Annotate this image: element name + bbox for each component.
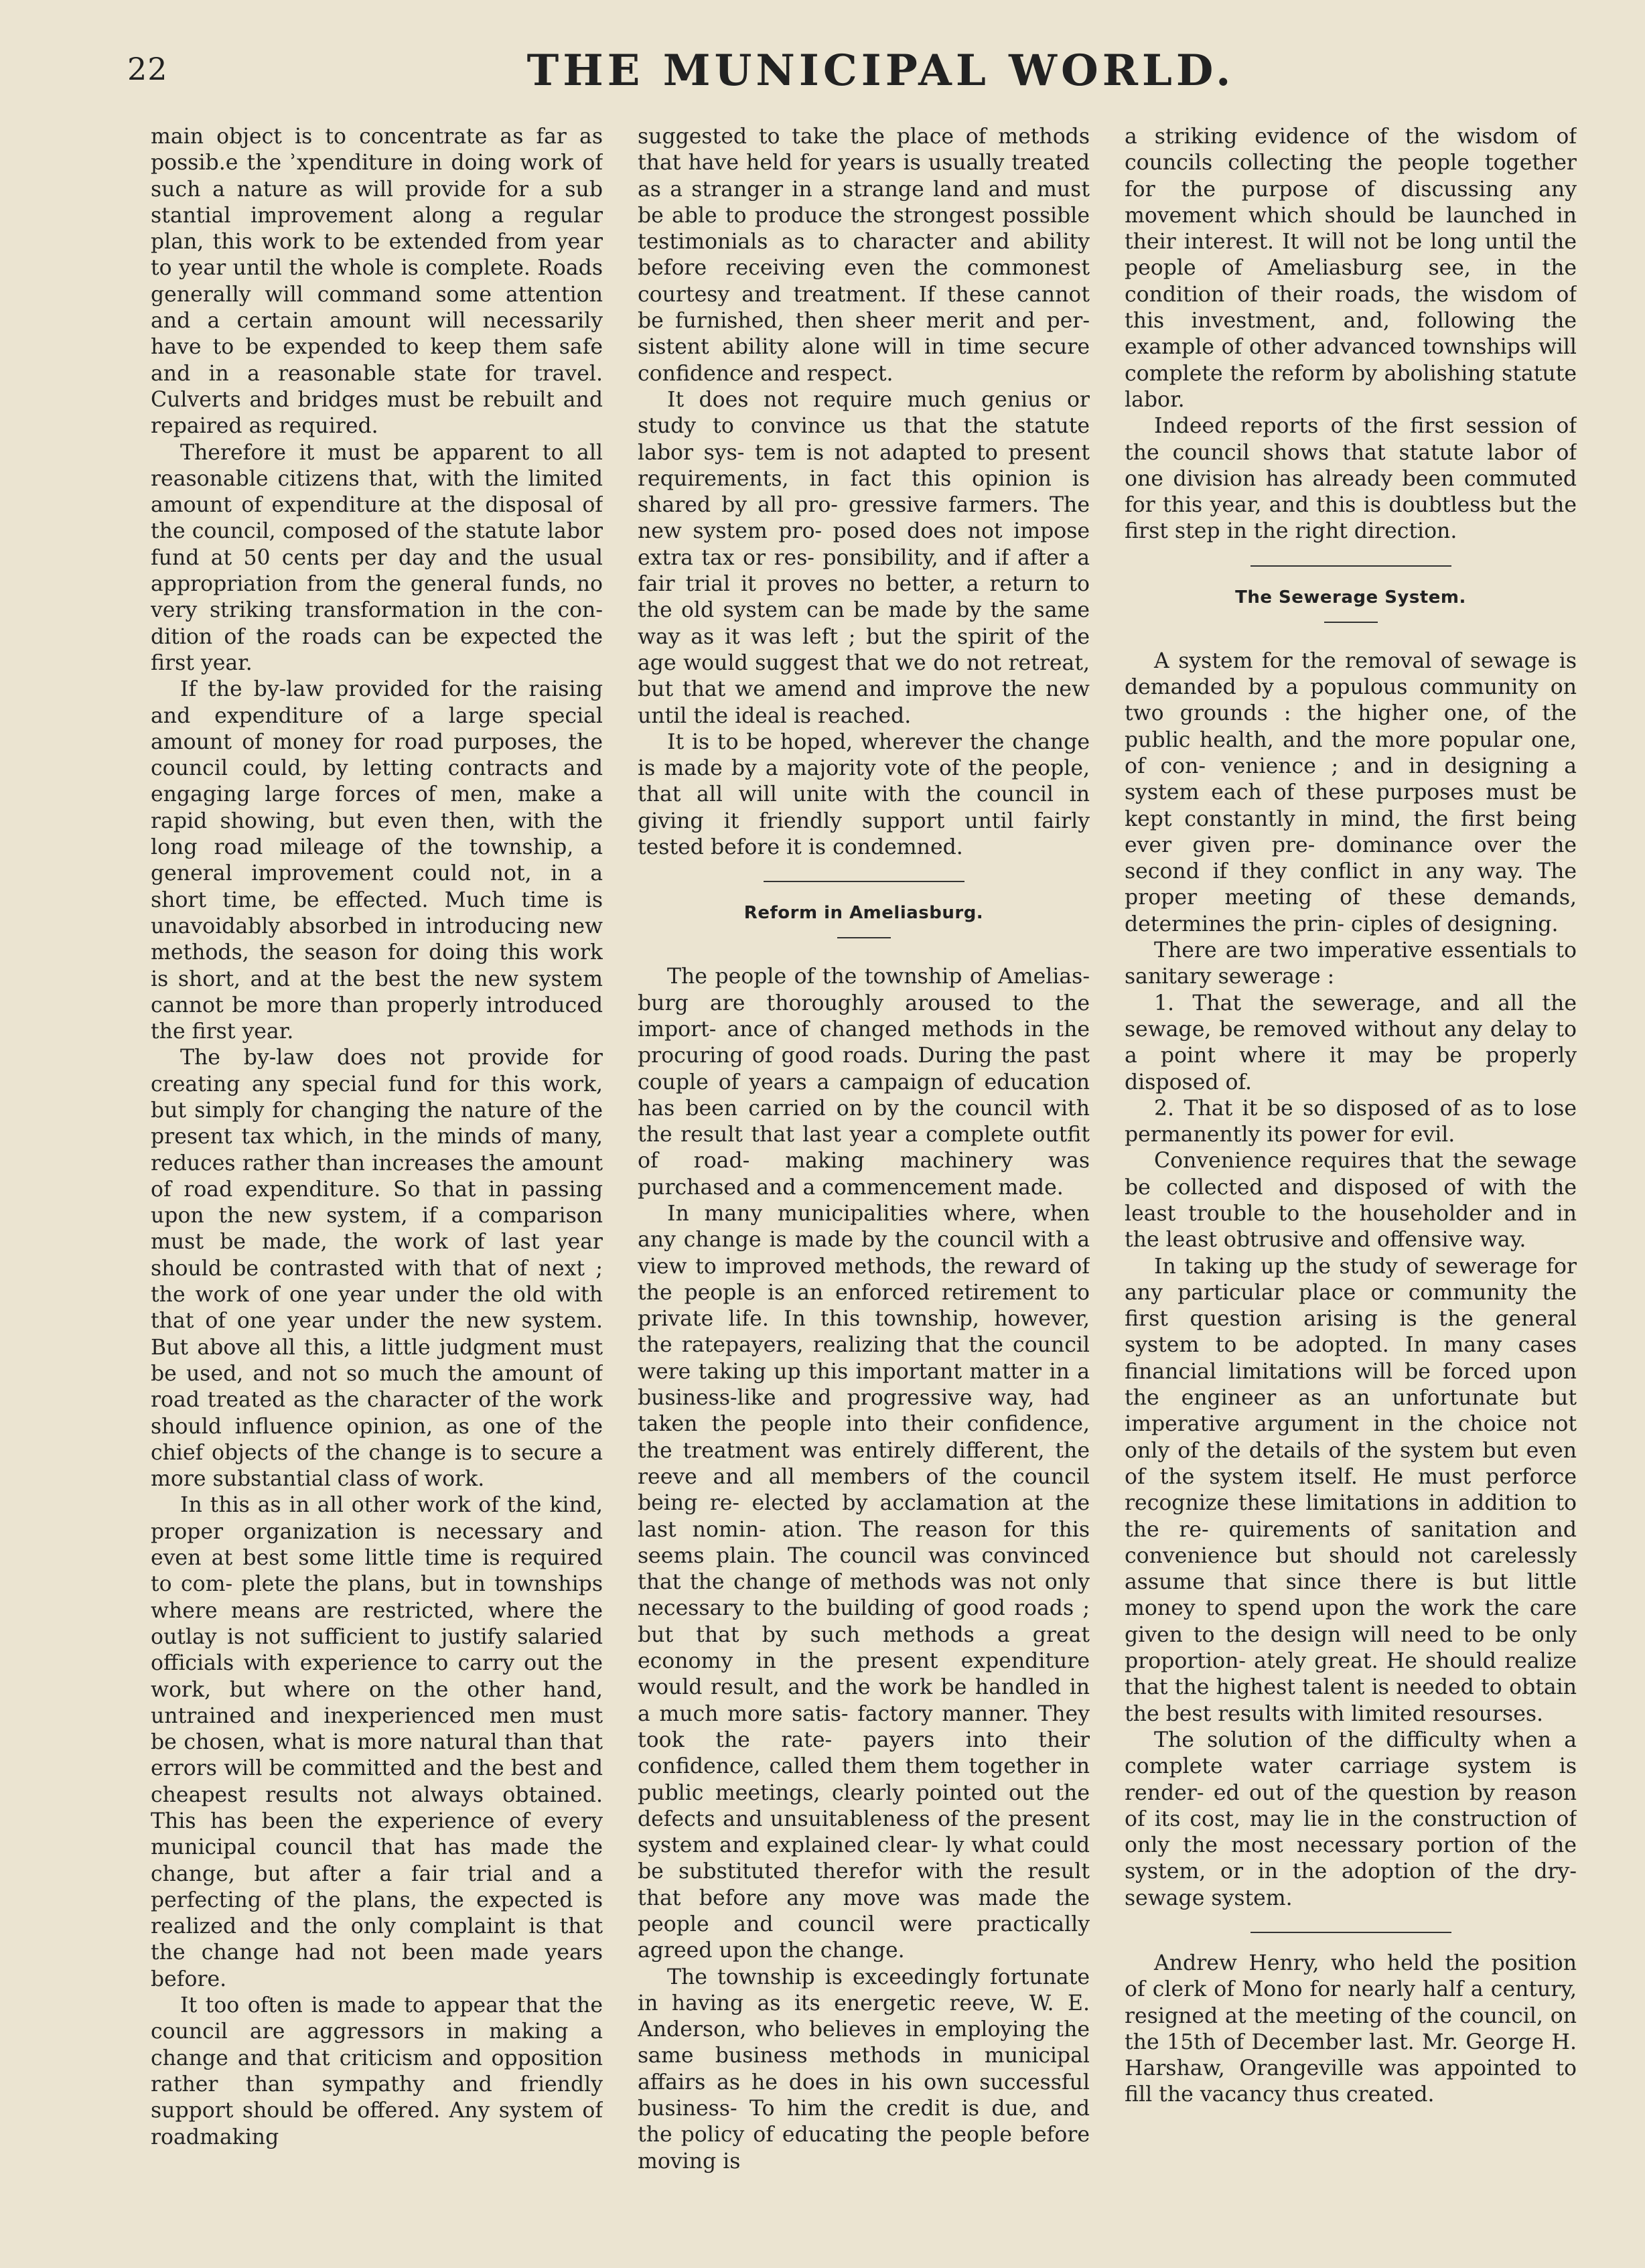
article-columns: [151, 124, 1644, 2241]
paragraph: suggested to take the place of methods that have held for years is usually treated as a stranger in a strange land and must be able to produce the strongest possible testimonials as to character and ability before receiving even the commonest courtesy and treatment. If these cannot be furnished, then sheer merit and per- sistent ability alone will in time secure confidence and respect.: [638, 125, 1090, 386]
paragraph: 1. That the sewerage, and all the sewage, be removed without any delay to a point where it may be properly disposed of.: [1125, 991, 1577, 1094]
paragraph: Convenience requires that the sewage be collected and disposed of with the least trouble to the householder and in the least obtrusive and offensive way.: [1125, 1149, 1577, 1253]
paragraph: In taking up the study of sewerage for any particular place or community the first question arising is the general system to be adopted. In many cases financial limitations will be forced upon the engineer as an unfortunate but imperative argument in the choice not only of the details of the system but even of the system itself. He must perforce recognize these limitations in addition to the re- quirements of sanitation and convenience but should not carelessly assume that since there is but little money to spend upon the work the care given to the design will need to be only proportion- ately great. He should realize that the highest talent is needed to obtain the best results with limited resourses.: [1125, 1254, 1577, 1726]
paragraph: If the by-law provided for the raising and expenditure of a large special amount of money for road purposes, the council could, by letting contracts and engaging large forces of men, make a rapid showing, but even then, with the long road mileage of the township, a general improvement could not, in a short time, be effected. Much time is unavoidably absorbed in introducing new methods, the season for doing this work is short, and at the best the new system cannot be more than properly introduced the first year.: [151, 677, 603, 1044]
page-number: 22: [127, 51, 168, 87]
paragraph: Andrew Henry, who held the position of clerk of Mono for nearly half a century, resigned at the meeting of the council, on the 15th of December last. Mr. George H. Harshaw, Orangeville was appointed to fill the vacancy thus created.: [1125, 1951, 1577, 2107]
section-heading-sewerage: The Sewerage System.: [1235, 587, 1466, 608]
paragraph: It is to be hoped, wherever the change is made by a majority vote of the people, that all will unite with the council in giving it friendly support until fairly tested before it is condemned.: [638, 729, 1090, 860]
paragraph: In many municipalities where, when any change is made by the council with a view to improved methods, the reward of the people is an enforced retirement to private life. In this township, however, the ratepayers, realizing that the council were taking up this important matter in a business-like and progressive way, had taken the people into their confidence, the treatment was entirely different, the reeve and all members of the council being re- elected by acclamation at the last nomin- ation. The reason for this seems plain. The council was convinced that the change of methods was not only necessary to the building of good roads ; but that by such methods a great economy in the present expenditure would result, and the work be handled in a much more satis- factory manner. They took the rate- payers into their confidence, called them them together in public meetings, clearly pointed out the defects and unsuitableness of the present system and explained clear- ly what could be substituted therefor with the result that before any move was made the people and council were practically agreed upon the change.: [638, 1201, 1090, 1963]
journal-title: THE MUNICIPAL WORLD.: [526, 46, 1235, 96]
paragraph: It does not require much genius or study to convince us that the statute labor sys- tem is not adapted to present requirements, in fact this opinion is shared by all pro- gressive farmers. The new system pro- posed does not impose extra tax or res- ponsibility, and if after a fair trial it proves no better, a return to the old system can be made by the same way as it was left ; but the spirit of the age would suggest that we do not retreat, but that we amend and improve the new until the ideal is reached.: [638, 387, 1090, 728]
paragraph: It too often is made to appear that the council are aggressors in making a change and that criticism and opposition rather than sympathy and friendly support should be offered. Any system of roadmaking: [151, 1993, 603, 2149]
paragraph: The solution of the difficulty when a complete water carriage system is render- ed out of the question by reason of its cost, may lie in the construction of only the most necessary portion of the system, or in the adoption of the dry-sewage system.: [1125, 1727, 1577, 1910]
paragraph: Indeed reports of the first session of the council shows that statute labor of one division has already been commuted for this year, and this is doubtless but the first step in the right direction.: [1125, 414, 1577, 544]
paragraph: The people of the township of Amelias- burg are thoroughly aroused to the import- ance of changed methods in the procuring of good roads. During the past couple of years a campaign of education has been carried on by the council with the result that last year a complete outfit of road- making machinery was purchased and a commencement made.: [638, 965, 1090, 1200]
paragraph: 2. That it be so disposed of as to lose permanently its power for evil.: [1125, 1096, 1577, 1147]
heading-rule: [837, 937, 891, 938]
column-3: [1125, 124, 1577, 2241]
section-divider: [764, 881, 964, 882]
column-1: [151, 124, 603, 2241]
page-header: [127, 46, 1634, 99]
paragraph: main object is to concentrate as far as possib.e the ʾxpenditure in doing work of such a nature as will provide for a sub stantial improvement along a regular plan, this work to be extended from year to year until the whole is complete. Roads generally will command some attention and a certain amount will necessarily have to be expended to keep them safe and in a reasonable state for travel. Culverts and bridges must be rebuilt and repaired as required.: [151, 125, 603, 439]
paragraph: The by-law does not provide for creating any special fund for this work, but simply for changing the nature of the present tax which, in the minds of many, reduces rather than increases the amount of road expenditure. So that in passing upon the new system, if a comparison must be made, the work of last year should be contrasted with that of next ; the work of one year under the old with that of one year under the new system. But above all this, a little judgment must be used, and not so much the amount of road treated as the character of the work should influence opinion, as one of the chief objects of the change is to secure a more substantial class of work.: [151, 1046, 603, 1492]
paragraph: A system for the removal of sewage is demanded by a populous community on two grounds : the higher one, of the public health, and the more popular one, of con- venience ; and in designing a system each of these purposes must be kept constantly in mind, the first being ever given pre- dominance over the second if they conflict in any way. The proper meeting of these demands, determines the prin- ciples of designing.: [1125, 648, 1577, 936]
paragraph: The township is exceedingly fortunate in having as its energetic reeve, W. E. Anderson, who believes in employing the same business methods in municipal affairs as he does in his own successful business- To him the credit is due, and the policy of educating the people before moving is: [638, 1965, 1090, 2174]
section-heading-ameliasburg: Reform in Ameliasburg.: [743, 903, 984, 924]
column-2: [638, 124, 1090, 2241]
paragraph: Therefore it must be apparent to all reasonable citizens that, with the limited amount of expenditure at the disposal of the council, composed of the statute labor fund at 50 cents per day and the usual appropriation from the general funds, no very striking transformation in the con- dition of the roads can be expected the first year.: [151, 440, 603, 675]
heading-rule: [1324, 622, 1378, 623]
paragraph: In this as in all other work of the kind, proper organization is necessary and even at best some little time is required to com- plete the plans, but in townships where means are restricted, where the outlay is not sufficient to justify salaried officials with experience to carry out the work, but where on the other hand, untrained and inexperienced men must be chosen, what is more natural than that errors will be committed and the best and cheapest results not always obtained. This has been the experience of every municipal council that has made the change, but after a fair trial and a perfecting of the plans, the expected is realized and the only complaint is that the change had not been made years before.: [151, 1493, 603, 1991]
paragraph: a striking evidence of the wisdom of councils collecting the people together for the purpose of discussing any movement which should be launched in their interest. It will not be long until the people of Ameliasburg see, in the condition of their roads, the wisdom of this investment, and, following the example of other advanced townships will complete the reform by abolishing statute labor.: [1125, 125, 1577, 412]
section-divider: [1250, 565, 1451, 567]
section-divider: [1250, 1932, 1451, 1933]
paragraph: There are two imperative essentials to sanitary sewerage :: [1125, 938, 1577, 989]
